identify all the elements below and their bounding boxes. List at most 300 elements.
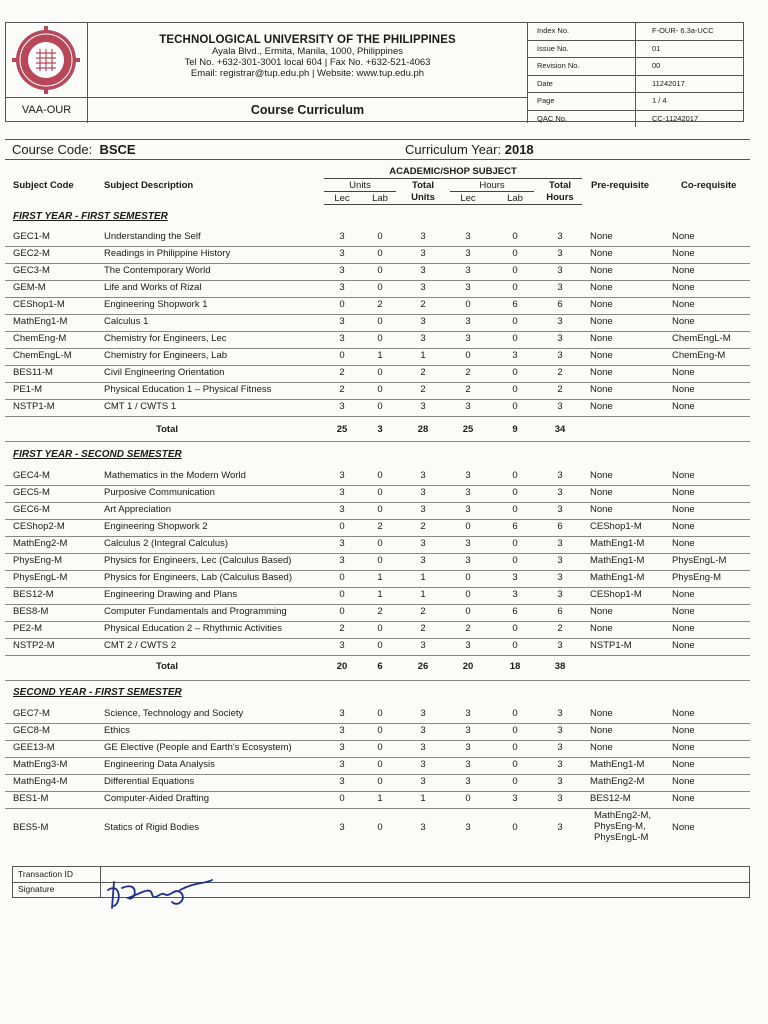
cell-co: ChemEngL-M (672, 333, 731, 344)
cell-pre: BES12-M (590, 793, 631, 804)
cell-hlec: 3 (465, 316, 471, 327)
col-total-hours-1: Total (549, 180, 571, 191)
cell-tu: 3 (420, 725, 426, 736)
cell-co: None (672, 640, 695, 651)
document-meta-table (528, 23, 744, 127)
cell-code: MathEng4-M (13, 776, 68, 787)
cell-th: 6 (557, 299, 563, 310)
cell-desc: Differential Equations (104, 776, 195, 787)
cell-tu: 2 (420, 367, 426, 378)
cell-ulec: 3 (339, 640, 345, 651)
cell-th: 3 (557, 248, 563, 259)
total-label: Total (156, 424, 178, 435)
meta-key: Index No. (528, 23, 636, 40)
col-hours-lab: Lab (507, 193, 523, 204)
cell-th: 2 (557, 623, 563, 634)
cell-ulab: 0 (377, 725, 383, 736)
cell-hlab: 0 (512, 759, 518, 770)
cell-co: None (672, 521, 695, 532)
cell-pre: None (590, 384, 613, 395)
cell-tu: 3 (420, 487, 426, 498)
cell-th: 6 (557, 521, 563, 532)
cell-ulec: 3 (339, 248, 345, 259)
cell-tu: 1 (420, 793, 426, 804)
cell-hlab: 0 (512, 504, 518, 515)
cell-ulec: 3 (339, 316, 345, 327)
cell-ulec: 2 (339, 623, 345, 634)
cell-code: PE1-M (13, 384, 43, 395)
cell-co: None (672, 401, 695, 412)
cell-co: None (672, 231, 695, 242)
row-divider (5, 655, 750, 656)
cell-hlec: 0 (465, 350, 471, 361)
cell-hlab: 3 (512, 572, 518, 583)
cell-hlab: 0 (512, 265, 518, 276)
cell-ulec: 3 (339, 401, 345, 412)
col-hours-lec: Lec (460, 193, 476, 204)
cell-desc: Civil Engineering Orientation (104, 367, 225, 378)
cell-th: 3 (557, 350, 563, 361)
cell-tu: 1 (420, 589, 426, 600)
section-title: FIRST YEAR - SECOND SEMESTER (13, 449, 182, 460)
col-subject-code: Subject Code (13, 180, 74, 191)
cell-ulec: 0 (339, 521, 345, 532)
cell-hlab: 0 (512, 248, 518, 259)
cell-hlec: 3 (465, 487, 471, 498)
row-divider (5, 757, 750, 758)
cell-desc: Science, Technology and Society (104, 708, 244, 719)
row-divider (5, 570, 750, 571)
cell-hlab: 0 (512, 623, 518, 634)
cell-th: 3 (557, 538, 563, 549)
cell-hlec: 0 (465, 572, 471, 583)
cell-desc: Engineering Shopwork 1 (104, 299, 208, 310)
cell-tu: 2 (420, 299, 426, 310)
cell-hlec: 3 (465, 265, 471, 276)
cell-th: 3 (557, 572, 563, 583)
cell-hlec: 3 (465, 231, 471, 242)
cell-ulab: 0 (377, 623, 383, 634)
cell-hlec: 0 (465, 793, 471, 804)
row-divider (5, 536, 750, 537)
total-tu: 28 (417, 424, 429, 435)
cell-ulec: 3 (339, 487, 345, 498)
cell-co: None (672, 384, 695, 395)
cell-pre: PhysEngL-M (594, 832, 649, 843)
row-divider (5, 604, 750, 605)
cell-hlec: 3 (465, 708, 471, 719)
cell-pre: None (590, 606, 613, 617)
cell-desc: Statics of Rigid Bodies (104, 822, 200, 833)
cell-hlab: 0 (512, 487, 518, 498)
cell-desc: Purposive Communication (104, 487, 215, 498)
cell-tu: 3 (420, 401, 426, 412)
row-divider (5, 587, 750, 588)
cell-ulab: 0 (377, 384, 383, 395)
cell-hlec: 0 (465, 299, 471, 310)
cell-code: MathEng1-M (13, 316, 68, 327)
cell-th: 3 (557, 504, 563, 515)
cell-co: ChemEng-M (672, 350, 726, 361)
cell-ulec: 3 (339, 759, 345, 770)
meta-row (528, 93, 744, 111)
cell-code: BES1-M (13, 793, 49, 804)
cell-pre: None (590, 333, 613, 344)
cell-tu: 2 (420, 623, 426, 634)
cell-ulec: 2 (339, 384, 345, 395)
cell-co: None (672, 487, 695, 498)
cell-pre: None (590, 248, 613, 259)
cell-desc: Engineering Data Analysis (104, 759, 215, 770)
cell-tu: 3 (420, 504, 426, 515)
cell-ulab: 0 (377, 367, 383, 378)
row-divider (5, 774, 750, 775)
cell-ulab: 0 (377, 265, 383, 276)
meta-value: F-OUR- 6.3a-UCC (652, 26, 714, 35)
cell-hlab: 6 (512, 521, 518, 532)
cell-code: GEC2-M (13, 248, 50, 259)
cell-pre: None (590, 265, 613, 276)
cell-pre: None (590, 350, 613, 361)
meta-key: QAC No. (528, 111, 636, 128)
cell-desc: Life and Works of Rizal (104, 282, 202, 293)
cell-th: 3 (557, 742, 563, 753)
cell-hlec: 3 (465, 776, 471, 787)
cell-code: MathEng2-M (13, 538, 68, 549)
cell-hlab: 0 (512, 316, 518, 327)
meta-value: 11242017 (652, 78, 685, 88)
section-title: SECOND YEAR - FIRST SEMESTER (13, 687, 182, 698)
cell-ulab: 0 (377, 822, 383, 833)
cell-ulec: 3 (339, 725, 345, 736)
row-divider (5, 441, 750, 442)
cell-hlab: 0 (512, 401, 518, 412)
cell-ulab: 0 (377, 248, 383, 259)
total-ulab: 6 (377, 661, 383, 672)
cell-tu: 3 (420, 470, 426, 481)
total-hlab: 18 (509, 661, 521, 672)
cell-hlab: 3 (512, 589, 518, 600)
cell-pre: None (590, 316, 613, 327)
cell-hlab: 0 (512, 822, 518, 833)
cell-ulab: 0 (377, 487, 383, 498)
cell-co: PhysEngL-M (672, 555, 727, 566)
cell-th: 3 (557, 725, 563, 736)
cell-ulec: 0 (339, 606, 345, 617)
cell-ulab: 1 (377, 572, 383, 583)
cell-co: None (672, 776, 695, 787)
cell-desc: Readings in Philippine History (104, 248, 231, 259)
cell-pre: None (590, 299, 613, 310)
cell-ulab: 0 (377, 640, 383, 651)
signature-mark (100, 872, 220, 912)
cell-ulec: 3 (339, 282, 345, 293)
row-divider (5, 519, 750, 520)
meta-row (528, 58, 744, 76)
transaction-id-label: Transaction ID (13, 867, 101, 882)
cell-desc: GE Elective (People and Earth's Ecosystem) (104, 742, 292, 753)
cell-hlab: 0 (512, 725, 518, 736)
cell-tu: 3 (420, 538, 426, 549)
row-divider (5, 723, 750, 724)
cell-hlab: 0 (512, 708, 518, 719)
row-divider (5, 638, 750, 639)
cell-th: 2 (557, 367, 563, 378)
total-ulec: 20 (336, 661, 348, 672)
cell-ulec: 3 (339, 708, 345, 719)
cell-ulab: 0 (377, 401, 383, 412)
cell-code: GEM-M (13, 282, 46, 293)
cell-tu: 3 (420, 248, 426, 259)
cell-code: GEC7-M (13, 708, 50, 719)
meta-value: 00 (652, 61, 661, 70)
cell-tu: 3 (420, 555, 426, 566)
cell-th: 3 (557, 401, 563, 412)
row-divider (5, 382, 750, 383)
cell-hlec: 3 (465, 822, 471, 833)
row-divider (5, 297, 750, 298)
cell-hlec: 0 (465, 606, 471, 617)
cell-hlec: 0 (465, 589, 471, 600)
cell-tu: 3 (420, 282, 426, 293)
row-divider (5, 808, 750, 809)
row-divider (5, 502, 750, 503)
total-hlab: 9 (512, 424, 518, 435)
col-total-hours-2: Hours (546, 192, 574, 203)
cell-ulec: 3 (339, 333, 345, 344)
meta-value: CC-11242017 (652, 113, 699, 123)
cell-th: 3 (557, 589, 563, 600)
cell-pre: None (590, 231, 613, 242)
cell-pre: None (590, 742, 613, 753)
col-corequisite: Co-requisite (681, 180, 737, 191)
cell-co: PhysEng-M (672, 572, 722, 583)
cell-pre: MathEng1-M (590, 555, 645, 566)
cell-hlec: 3 (465, 742, 471, 753)
cell-ulab: 0 (377, 759, 383, 770)
cell-ulec: 0 (339, 793, 345, 804)
cell-ulab: 1 (377, 350, 383, 361)
cell-co: None (672, 538, 695, 549)
cell-pre: MathEng2-M, (594, 810, 652, 821)
cell-hlab: 0 (512, 538, 518, 549)
cell-desc: Art Appreciation (104, 504, 172, 515)
university-address: Ayala Blvd., Ermita, Manila, 1000, Philippines (212, 46, 403, 57)
cell-hlab: 0 (512, 231, 518, 242)
row-divider (5, 348, 750, 349)
cell-ulab: 0 (377, 555, 383, 566)
cell-hlec: 3 (465, 282, 471, 293)
cell-ulec: 0 (339, 589, 345, 600)
cell-code: NSTP2-M (13, 640, 55, 651)
cell-code: GEC5-M (13, 487, 50, 498)
office-code: VAA-OUR (6, 97, 88, 123)
cell-hlec: 3 (465, 248, 471, 259)
cell-hlab: 0 (512, 742, 518, 753)
row-divider (5, 246, 750, 247)
cell-th: 3 (557, 822, 563, 833)
cell-code: PE2-M (13, 623, 43, 634)
col-hours: Hours (479, 180, 505, 191)
col-group-header: ACADEMIC/SHOP SUBJECT (389, 166, 517, 177)
total-hlec: 25 (462, 424, 474, 435)
cell-hlec: 3 (465, 470, 471, 481)
cell-tu: 2 (420, 521, 426, 532)
cell-ulec: 0 (339, 299, 345, 310)
cell-pre: NSTP1-M (590, 640, 632, 651)
cell-co: None (672, 470, 695, 481)
cell-th: 3 (557, 282, 563, 293)
cell-hlab: 0 (512, 367, 518, 378)
cell-hlab: 0 (512, 555, 518, 566)
cell-desc: Physics for Engineers, Lab (Calculus Based) (104, 572, 292, 583)
row-divider (5, 399, 750, 400)
cell-co: None (672, 282, 695, 293)
meta-key: Date (528, 76, 636, 93)
col-subject-desc: Subject Description (104, 180, 194, 191)
university-phone: Tel No. +632-301-3001 local 604 | Fax No. +632-521-4063 (184, 57, 431, 68)
meta-row (528, 23, 744, 41)
cell-desc: Mathematics in the Modern World (104, 470, 246, 481)
cell-ulab: 0 (377, 470, 383, 481)
course-code: Course Code: BSCE (12, 142, 136, 157)
cell-code: BES5-M (13, 822, 49, 833)
university-email: Email: registrar@tup.edu.ph | Website: www.tup.edu.ph (190, 68, 425, 79)
cell-th: 3 (557, 231, 563, 242)
cell-hlec: 3 (465, 538, 471, 549)
cell-co: None (672, 623, 695, 634)
cell-desc: Physics for Engineers, Lec (Calculus Based) (104, 555, 292, 566)
cell-code: GEC3-M (13, 265, 50, 276)
cell-desc: Engineering Shopwork 2 (104, 521, 208, 532)
row-divider (5, 485, 750, 486)
total-th: 34 (554, 424, 566, 435)
cell-hlab: 0 (512, 640, 518, 651)
cell-ulab: 0 (377, 282, 383, 293)
cell-ulab: 0 (377, 231, 383, 242)
cell-pre: None (590, 708, 613, 719)
cell-pre: None (590, 487, 613, 498)
cell-code: MathEng3-M (13, 759, 68, 770)
cell-hlab: 0 (512, 333, 518, 344)
cell-hlab: 0 (512, 776, 518, 787)
col-units-lec: Lec (334, 193, 350, 204)
cell-ulec: 3 (339, 470, 345, 481)
row-divider (5, 331, 750, 332)
cell-pre: CEShop1-M (590, 521, 642, 532)
cell-co: None (672, 316, 695, 327)
cell-hlec: 3 (465, 401, 471, 412)
col-total-units-1: Total (412, 180, 434, 191)
cell-ulec: 3 (339, 822, 345, 833)
total-tu: 26 (417, 661, 429, 672)
cell-ulec: 3 (339, 776, 345, 787)
cell-hlab: 0 (512, 282, 518, 293)
cell-co: None (672, 793, 695, 804)
cell-hlec: 2 (465, 623, 471, 634)
cell-code: ChemEng-M (13, 333, 67, 344)
cell-desc: The Contemporary World (104, 265, 211, 276)
cell-tu: 3 (420, 265, 426, 276)
cell-code: BES11-M (13, 367, 53, 378)
cell-th: 3 (557, 555, 563, 566)
cell-th: 2 (557, 384, 563, 395)
section-title: FIRST YEAR - FIRST SEMESTER (13, 211, 168, 222)
cell-th: 3 (557, 793, 563, 804)
row-divider (5, 314, 750, 315)
cell-tu: 3 (420, 640, 426, 651)
row-divider (5, 680, 750, 681)
cell-code: BES8-M (13, 606, 49, 617)
cell-ulab: 2 (377, 521, 383, 532)
cell-ulab: 0 (377, 742, 383, 753)
cell-desc: CMT 1 / CWTS 1 (104, 401, 177, 412)
meta-key: Revision No. (528, 58, 636, 75)
cell-tu: 3 (420, 231, 426, 242)
cell-desc: Engineering Drawing and Plans (104, 589, 238, 600)
cell-th: 3 (557, 708, 563, 719)
meta-value: 01 (652, 43, 661, 53)
cell-desc: CMT 2 / CWTS 2 (104, 640, 177, 651)
cell-code: GEE13-M (13, 742, 55, 753)
cell-tu: 2 (420, 606, 426, 617)
cell-code: PhysEng-M (13, 555, 63, 566)
cell-pre: None (590, 504, 613, 515)
cell-ulab: 2 (377, 606, 383, 617)
cell-ulec: 0 (339, 572, 345, 583)
cell-pre: None (590, 725, 613, 736)
cell-co: None (672, 299, 695, 310)
cell-code: GEC4-M (13, 470, 50, 481)
cell-ulec: 3 (339, 504, 345, 515)
cell-ulec: 3 (339, 538, 345, 549)
cell-code: ChemEngL-M (13, 350, 72, 361)
cell-ulab: 0 (377, 504, 383, 515)
cell-th: 3 (557, 759, 563, 770)
course-line (5, 139, 750, 160)
total-label: Total (156, 661, 178, 672)
cell-code: GEC8-M (13, 725, 50, 736)
meta-row (528, 76, 744, 94)
total-th: 38 (554, 661, 566, 672)
cell-desc: Computer Fundamentals and Programming (104, 606, 287, 617)
cell-pre: None (590, 401, 613, 412)
cell-pre: None (590, 623, 613, 634)
cell-co: None (672, 725, 695, 736)
cell-co: None (672, 606, 695, 617)
meta-key: Issue No. (528, 41, 636, 58)
cell-desc: Physical Education 1 – Physical Fitness (104, 384, 272, 395)
row-divider (5, 791, 750, 792)
cell-hlec: 2 (465, 384, 471, 395)
cell-desc: Understanding the Self (104, 231, 201, 242)
cell-tu: 3 (420, 776, 426, 787)
cell-pre: MathEng1-M (590, 759, 645, 770)
cell-co: None (672, 589, 695, 600)
total-hlec: 20 (462, 661, 474, 672)
meta-row (528, 41, 744, 59)
cell-th: 3 (557, 776, 563, 787)
cell-hlec: 3 (465, 555, 471, 566)
seal-icon (6, 23, 88, 97)
cell-ulab: 1 (377, 589, 383, 600)
cell-co: None (672, 265, 695, 276)
cell-pre: CEShop1-M (590, 589, 642, 600)
cell-code: CEShop2-M (13, 521, 65, 532)
cell-ulec: 3 (339, 742, 345, 753)
cell-code: CEShop1-M (13, 299, 65, 310)
curriculum-year: Curriculum Year: 2018 (405, 142, 534, 157)
